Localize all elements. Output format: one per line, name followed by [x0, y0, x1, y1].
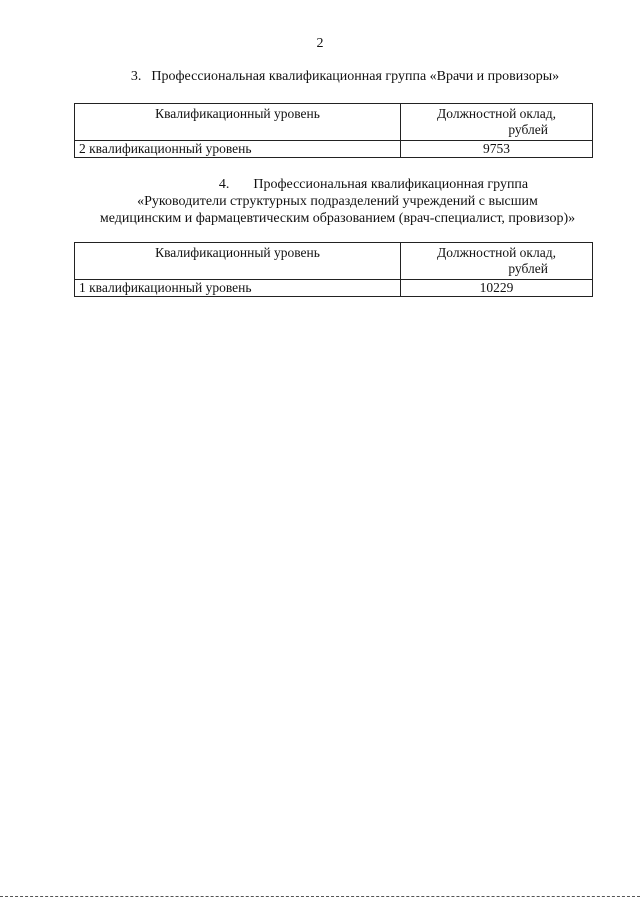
row-level: 2 квалификационный уровень: [75, 141, 401, 158]
header-salary: [401, 104, 593, 141]
section-3-heading: [70, 68, 620, 85]
header-salary-line1: Должностной оклад,: [437, 245, 556, 260]
row-salary: 10229: [401, 280, 593, 297]
section-4-number: 4.: [218, 177, 230, 192]
header-salary-line2: рублей: [508, 122, 548, 137]
row-salary: 9753: [401, 141, 593, 158]
bottom-divider: [0, 896, 640, 897]
header-salary: [401, 243, 593, 280]
section-4-title-line1: 4. Профессиональная квалификационная группа: [218, 177, 529, 192]
table-row: [75, 280, 593, 297]
table-header-row: [75, 243, 593, 280]
section-4-heading: [60, 176, 615, 227]
section-3-number: 3.: [130, 69, 142, 84]
header-salary-line2: рублей: [508, 261, 548, 276]
table-header-row: [75, 104, 593, 141]
header-salary-line1: Должностной оклад,: [437, 106, 556, 121]
table-row: [75, 141, 593, 158]
row-level: 1 квалификационный уровень: [75, 280, 401, 297]
header-level: Квалификационный уровень: [75, 104, 401, 141]
header-level: Квалификационный уровень: [75, 243, 401, 280]
section-4-title-line2: «Руководители структурных подразделений учреждений с высшим: [137, 194, 538, 209]
page-number: 2: [316, 36, 324, 51]
section-4-title-line3: медицинским и фармацевтическим образованием (врач-специалист, провизор)»: [99, 211, 576, 226]
section-4-table: [74, 242, 593, 297]
section-3-table: [74, 103, 593, 158]
section-3-title: Профессиональная квалификационная группа «Врачи и провизоры»: [151, 69, 560, 84]
